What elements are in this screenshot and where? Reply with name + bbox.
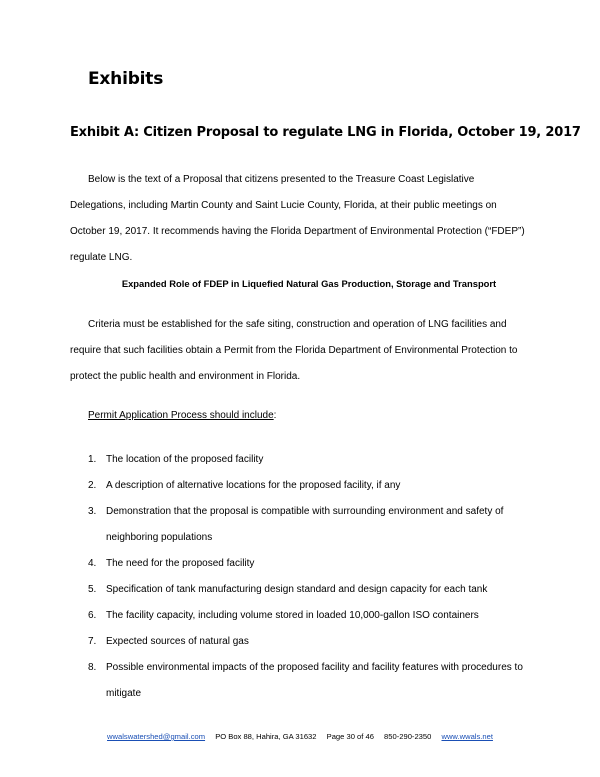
list-item-text: The need for the proposed facility <box>106 558 255 569</box>
list-item-text: Specification of tank manufacturing design standard and design capacity for each tank <box>106 584 488 595</box>
list-item-text: A description of alternative locations for the proposed facility, if any <box>106 480 401 491</box>
footer-website-link[interactable]: www.wwals.net <box>441 732 493 741</box>
list-item-number: 2. <box>88 480 97 491</box>
list-item <box>88 603 538 629</box>
list-item-number: 3. <box>88 506 97 517</box>
section-title: Expanded Role of FDEP in Liquefied Natural Gas Production, Storage and Transport <box>121 278 497 289</box>
permit-label-colon: : <box>273 410 277 421</box>
list-item-text: Expected sources of natural gas <box>106 636 249 647</box>
list-item <box>88 551 538 577</box>
list-item-text: The facility capacity, including volume stored in loaded 10,000-gallon ISO containers <box>106 610 479 621</box>
intro-paragraph-text: Below is the text of a Proposal that citizens presented to the Treasure Coast Legislative Delegations, including Martin County and Saint Lucie County, Florida, at their public meetings on October 19, 2017. It recommends having the Florida Department of Environmental Protection (“FDEP”) regulate LNG. <box>70 174 525 263</box>
list-item-number: 6. <box>88 610 97 621</box>
criteria-paragraph-text: Criteria must be established for the safe siting, construction and operation of LNG facilities and require that such facilities obtain a Permit from the Florida Department of Environmental Protection to protect the public health and environment in Florida. <box>70 319 518 382</box>
intro-paragraph <box>70 167 532 271</box>
list-item-number: 4. <box>88 558 97 569</box>
footer-email-link[interactable]: wwalswatershed@gmail.com <box>107 732 206 741</box>
permit-requirements-list <box>88 447 538 707</box>
list-item-text: The location of the proposed facility <box>106 454 264 465</box>
page-heading: Exhibits <box>88 69 164 89</box>
list-item-number: 5. <box>88 584 97 595</box>
list-item-text: Possible environmental impacts of the proposed facility and facility features with procedures to mitigate <box>106 662 523 699</box>
list-item <box>88 473 538 499</box>
list-item <box>88 447 538 473</box>
list-item <box>88 629 538 655</box>
permit-label <box>88 410 276 421</box>
criteria-paragraph <box>70 312 532 390</box>
list-item-number: 1. <box>88 454 97 465</box>
list-item-number: 8. <box>88 662 97 673</box>
list-item-text: Demonstration that the proposal is compatible with surrounding environment and safety of neighboring populations <box>106 506 504 543</box>
list-item-number: 7. <box>88 636 97 647</box>
list-item <box>88 499 538 551</box>
footer-address: PO Box 88, Hahira, GA 31632 <box>215 732 317 741</box>
footer-page-number: Page 30 of 46 <box>326 732 374 741</box>
list-item <box>88 577 538 603</box>
permit-label-text: Permit Application Process should include <box>88 410 274 421</box>
footer-phone: 850-290-2350 <box>384 732 432 741</box>
exhibit-title: Exhibit A: Citizen Proposal to regulate LNG in Florida, October 19, 2017 <box>70 125 581 140</box>
page-footer <box>0 732 600 741</box>
list-item <box>88 655 538 707</box>
